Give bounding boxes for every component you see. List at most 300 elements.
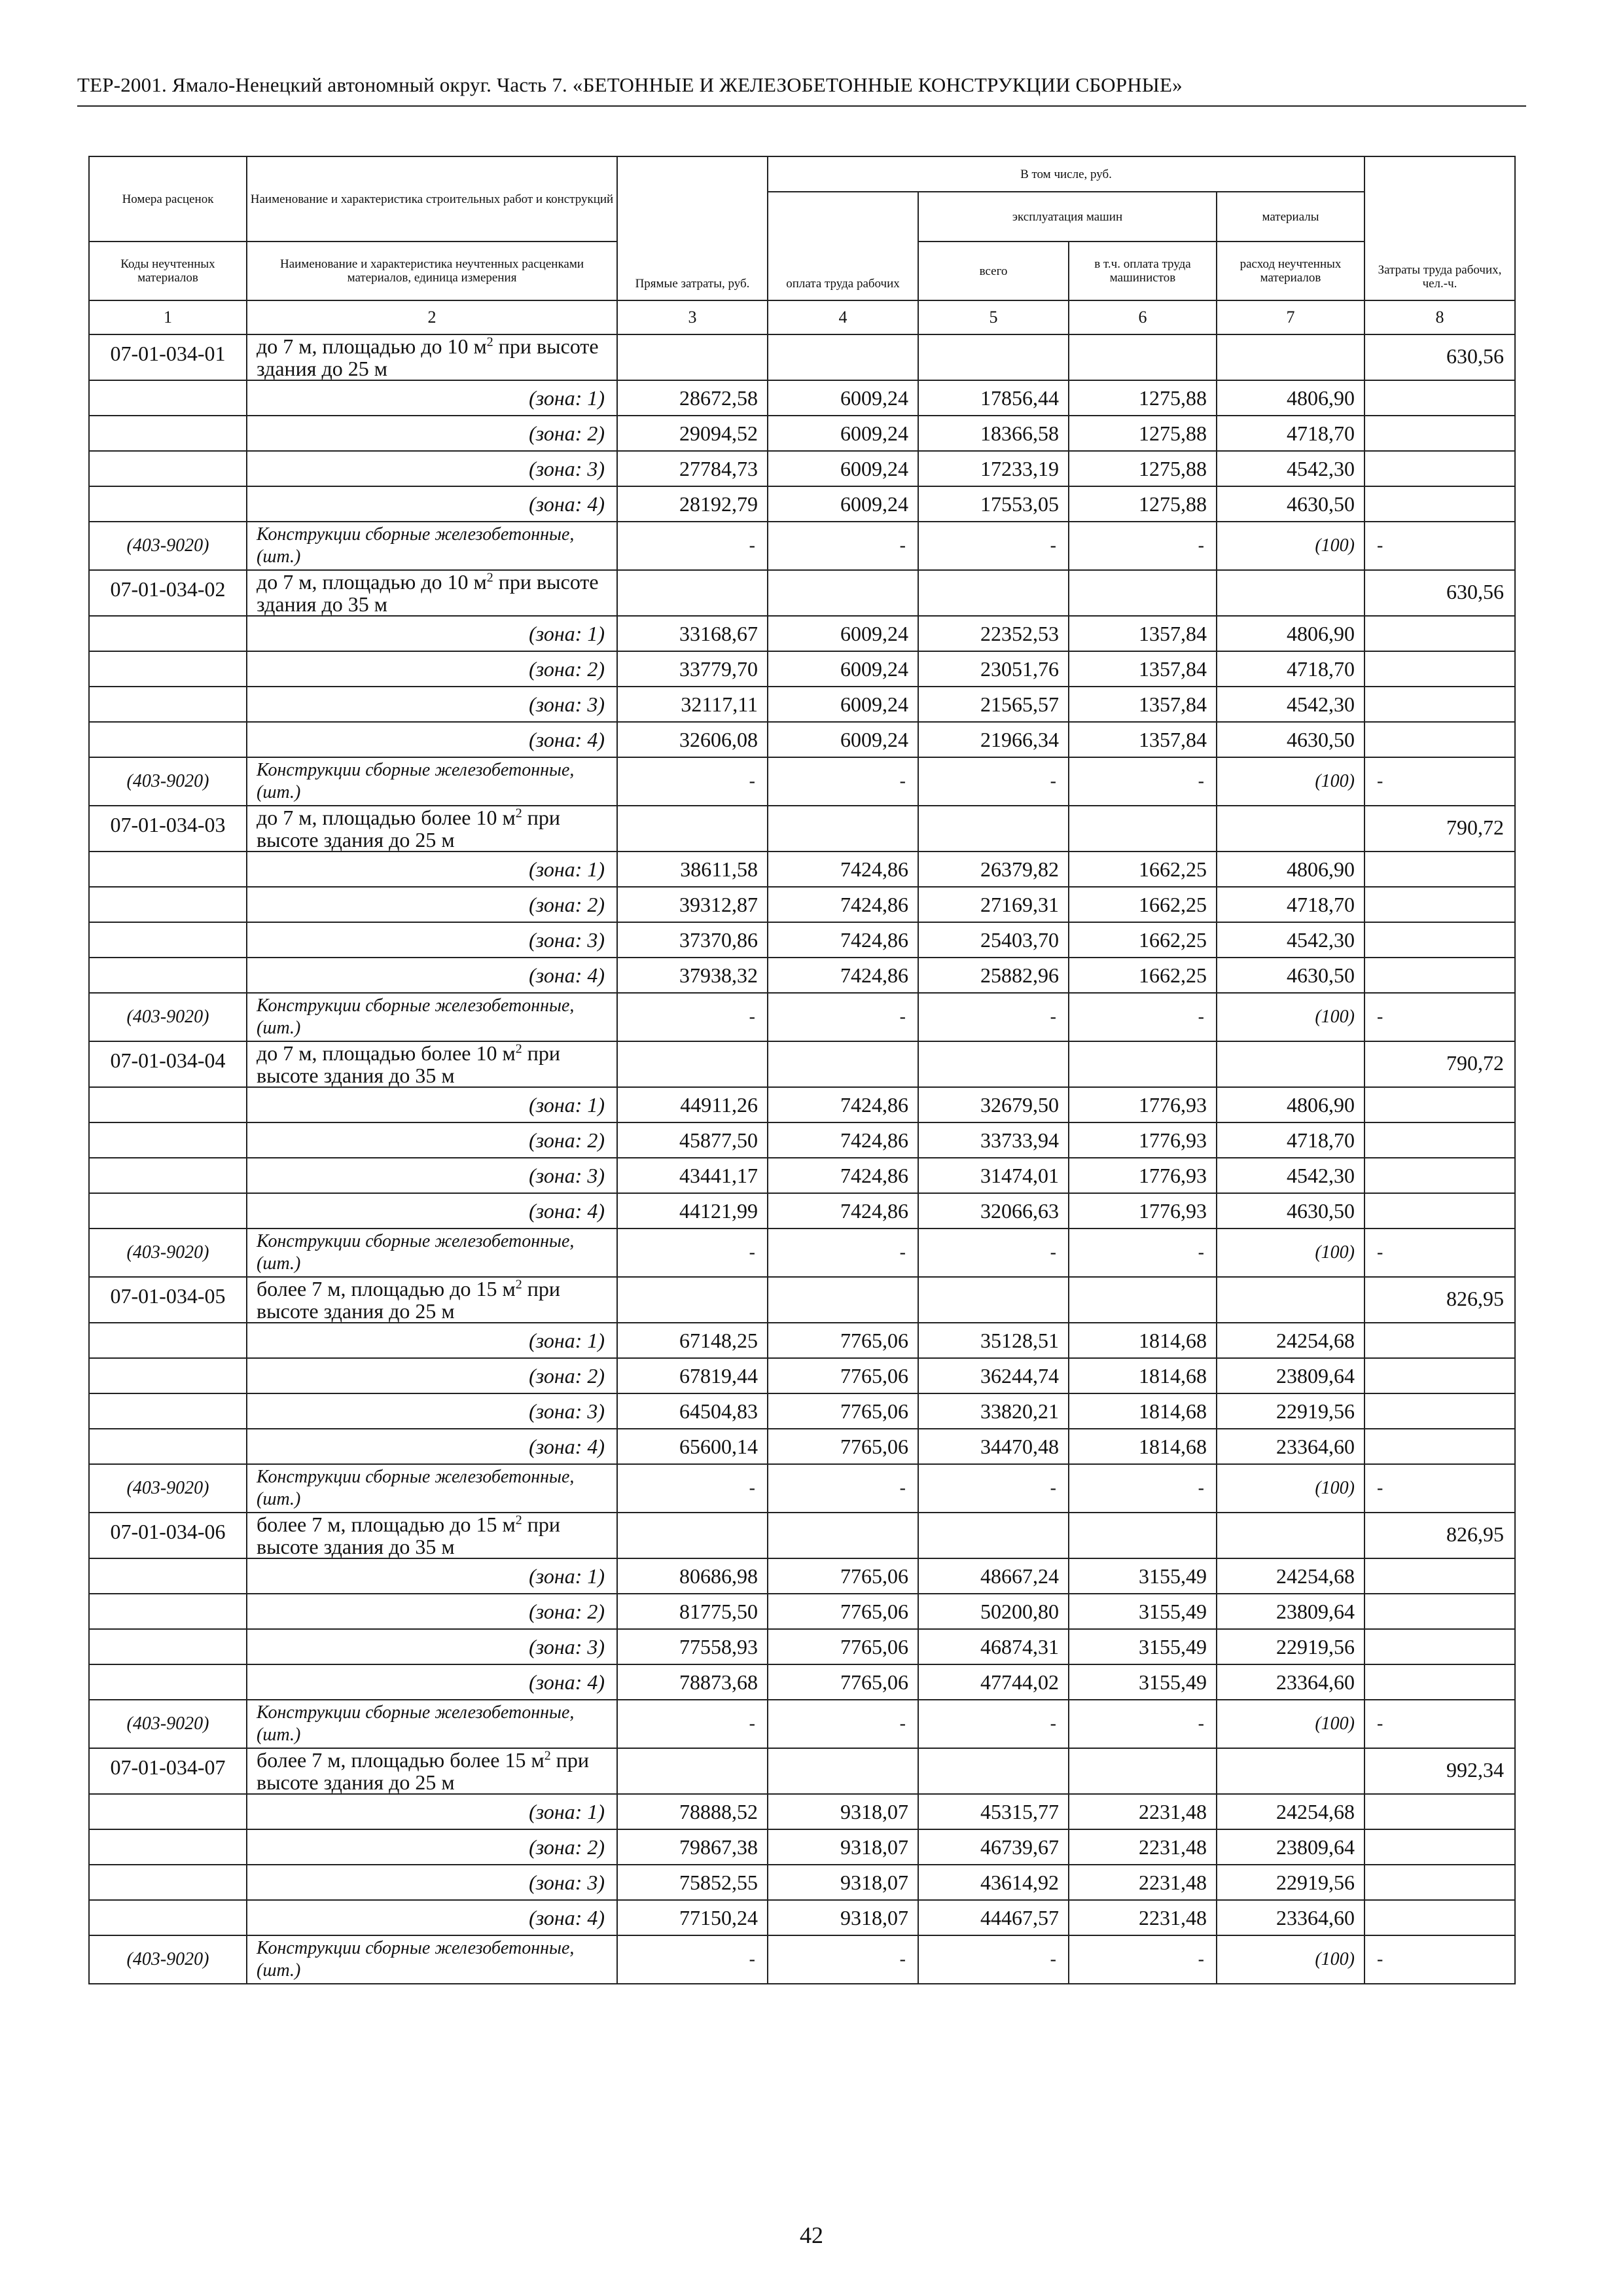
dash-value: - [617,1700,768,1748]
zone-row [89,1594,1515,1629]
empty-cell [89,852,247,887]
direct-costs: 64504,83 [617,1393,768,1429]
labor-cost: 790,72 [1364,806,1515,852]
rate-code: 07-01-034-04 [89,1041,247,1087]
zone-label: (зона: 2) [247,651,617,687]
column-number: 4 [768,300,918,334]
machine-costs: 17856,44 [918,380,1069,416]
worker-wages: 6009,24 [768,722,918,757]
zone-row [89,380,1515,416]
material-name: Конструкции сборные железобетонные, (шт.) [247,522,617,570]
empty-cell [1364,416,1515,451]
zone-label: (зона: 4) [247,958,617,993]
material-code: (403-9020) [89,757,247,806]
dash-value: - [1069,757,1217,806]
empty-cell [89,1794,247,1829]
empty-cell [1364,1393,1515,1429]
labor-cost: 992,34 [1364,1748,1515,1794]
machine-costs: 23051,76 [918,651,1069,687]
empty-cell [1364,1900,1515,1935]
direct-costs: 39312,87 [617,887,768,922]
empty-cell [1364,1358,1515,1393]
empty-cell [89,486,247,522]
rate-row [89,334,1515,380]
empty-cell [768,334,918,380]
zone-label: (зона: 1) [247,852,617,887]
material-costs: 4542,30 [1217,451,1364,486]
direct-costs: 29094,52 [617,416,768,451]
dash-value: - [617,1935,768,1984]
empty-cell [89,416,247,451]
machinist-wages: 3155,49 [1069,1558,1217,1594]
dash-value: - [918,757,1069,806]
empty-cell [1364,616,1515,651]
material-costs: 4806,90 [1217,616,1364,651]
rate-row [89,570,1515,616]
machine-costs: 25403,70 [918,922,1069,958]
worker-wages: 7424,86 [768,1158,918,1193]
empty-cell [1217,1748,1364,1794]
empty-cell [1364,887,1515,922]
rate-title-text: при высоте здания до 25 м [257,334,599,380]
empty-cell [89,380,247,416]
material-percent: (100) [1217,1935,1364,1984]
material-costs: 4542,30 [1217,687,1364,722]
empty-cell [1069,806,1217,852]
empty-cell [617,1748,768,1794]
worker-wages: 6009,24 [768,486,918,522]
zone-row [89,1122,1515,1158]
machinist-wages: 2231,48 [1069,1794,1217,1829]
material-percent: (100) [1217,522,1364,570]
rate-title-text: более 7 м, площадью до 15 м [257,1513,516,1536]
rate-title [247,1041,617,1087]
zone-row [89,852,1515,887]
direct-costs: 37370,86 [617,922,768,958]
empty-cell [617,1277,768,1323]
empty-cell [1217,806,1364,852]
material-name: Конструкции сборные железобетонные, (шт.) [247,1935,617,1984]
zone-label: (зона: 1) [247,1558,617,1594]
rate-title [247,1513,617,1558]
zone-label: (зона: 3) [247,922,617,958]
zone-row [89,1558,1515,1594]
rate-row [89,1513,1515,1558]
column-number: 3 [617,300,768,334]
rate-row [89,806,1515,852]
dash-value: - [1364,993,1515,1041]
material-code: (403-9020) [89,522,247,570]
worker-wages: 7765,06 [768,1429,918,1464]
empty-cell [89,1865,247,1900]
rate-code: 07-01-034-05 [89,1277,247,1323]
empty-cell [768,1041,918,1087]
rate-code: 07-01-034-07 [89,1748,247,1794]
dash-value: - [768,757,918,806]
material-percent: (100) [1217,1229,1364,1277]
machine-costs: 43614,92 [918,1865,1069,1900]
dash-value: - [1364,1464,1515,1513]
material-code: (403-9020) [89,1700,247,1748]
empty-cell [1069,1748,1217,1794]
worker-wages: 7424,86 [768,1122,918,1158]
machine-costs: 33820,21 [918,1393,1069,1429]
header-name-bottom: Наименование и характеристика неучтенных расценками материалов, единица измерения [247,242,617,300]
empty-cell [1364,380,1515,416]
page-number: 42 [800,2222,823,2248]
empty-cell [617,806,768,852]
machinist-wages: 1662,25 [1069,887,1217,922]
empty-cell [1069,1513,1217,1558]
dash-value: - [768,993,918,1041]
empty-cell [918,570,1069,616]
header-codes-bottom: Коды неучтенных материалов [89,242,247,300]
zone-label: (зона: 4) [247,1429,617,1464]
material-code: (403-9020) [89,1229,247,1277]
material-costs: 23809,64 [1217,1358,1364,1393]
empty-cell [617,1041,768,1087]
material-costs: 4718,70 [1217,651,1364,687]
direct-costs: 78873,68 [617,1664,768,1700]
worker-wages: 7765,06 [768,1664,918,1700]
material-costs: 23809,64 [1217,1829,1364,1865]
superscript: 2 [515,806,522,821]
direct-costs: 27784,73 [617,451,768,486]
direct-costs: 32117,11 [617,687,768,722]
direct-costs: 80686,98 [617,1558,768,1594]
machinist-wages: 3155,49 [1069,1664,1217,1700]
zone-label: (зона: 2) [247,1829,617,1865]
empty-cell [1364,852,1515,887]
zone-row [89,1393,1515,1429]
material-costs: 4806,90 [1217,1087,1364,1122]
worker-wages: 6009,24 [768,616,918,651]
empty-cell [1364,922,1515,958]
empty-cell [89,1158,247,1193]
rate-code: 07-01-034-02 [89,570,247,616]
rate-title-text: при высоте здания до 35 м [257,1513,560,1558]
machinist-wages: 1776,93 [1069,1158,1217,1193]
material-name: Конструкции сборные железобетонные, (шт.) [247,1464,617,1513]
machinist-wages: 3155,49 [1069,1594,1217,1629]
material-costs: 22919,56 [1217,1865,1364,1900]
worker-wages: 9318,07 [768,1865,918,1900]
material-code: (403-9020) [89,1935,247,1984]
empty-cell [89,1664,247,1700]
zone-label: (зона: 2) [247,1122,617,1158]
material-code: (403-9020) [89,1464,247,1513]
material-costs: 4630,50 [1217,722,1364,757]
page-header: ТЕР-2001. Ямало-Ненецкий автономный округ. Часть 7. «БЕТОННЫЕ И ЖЕЛЕЗОБЕТОННЫЕ КОНСТРУКЦИИ СБОРНЫЕ» [77,73,1183,96]
zone-label: (зона: 4) [247,1193,617,1229]
empty-cell [89,1323,247,1358]
zone-row [89,958,1515,993]
material-costs: 4542,30 [1217,922,1364,958]
machinist-wages: 1275,88 [1069,380,1217,416]
empty-cell [1364,1429,1515,1464]
zone-row [89,416,1515,451]
empty-cell [1217,570,1364,616]
dash-value: - [617,757,768,806]
material-costs: 23809,64 [1217,1594,1364,1629]
zone-row [89,687,1515,722]
machinist-wages: 1662,25 [1069,922,1217,958]
zone-row [89,887,1515,922]
worker-wages: 6009,24 [768,687,918,722]
direct-costs: 32606,08 [617,722,768,757]
zone-row [89,722,1515,757]
dash-value: - [1364,1229,1515,1277]
material-costs: 4630,50 [1217,1193,1364,1229]
machinist-wages: 1662,25 [1069,852,1217,887]
rate-title [247,806,617,852]
machine-costs: 48667,24 [918,1558,1069,1594]
material-row [89,522,1515,570]
empty-cell [1364,1829,1515,1865]
column-number: 6 [1069,300,1217,334]
header-name-top: Наименование и характеристика строительных работ и конструкций [247,156,617,242]
machinist-wages: 1357,84 [1069,722,1217,757]
header-materials: материалы [1217,192,1364,242]
machine-costs: 36244,74 [918,1358,1069,1393]
dash-value: - [918,993,1069,1041]
rate-title [247,1748,617,1794]
labor-cost: 826,95 [1364,1277,1515,1323]
labor-cost: 630,56 [1364,570,1515,616]
material-costs: 4630,50 [1217,486,1364,522]
material-costs: 24254,68 [1217,1558,1364,1594]
machine-costs: 32679,50 [918,1087,1069,1122]
rate-title-text: до 7 м, площадью более 10 м [257,806,516,829]
rate-code: 07-01-034-01 [89,334,247,380]
rate-title [247,1277,617,1323]
empty-cell [1364,1087,1515,1122]
superscript: 2 [515,1513,522,1528]
worker-wages: 9318,07 [768,1829,918,1865]
worker-wages: 6009,24 [768,416,918,451]
dash-value: - [617,1229,768,1277]
dash-value: - [918,1229,1069,1277]
dash-value: - [1069,1464,1217,1513]
dash-value: - [918,1700,1069,1748]
dash-value: - [1069,522,1217,570]
machinist-wages: 1357,84 [1069,616,1217,651]
machinist-wages: 2231,48 [1069,1829,1217,1865]
empty-cell [1217,1513,1364,1558]
empty-cell [768,1748,918,1794]
worker-wages: 9318,07 [768,1794,918,1829]
empty-cell [89,1558,247,1594]
material-costs: 24254,68 [1217,1323,1364,1358]
rate-title-text: при высоте здания до 35 м [257,1041,560,1087]
empty-cell [1364,1323,1515,1358]
empty-cell [1069,1041,1217,1087]
column-number: 7 [1217,300,1364,334]
empty-cell [918,334,1069,380]
machinist-wages: 1776,93 [1069,1122,1217,1158]
machine-costs: 17553,05 [918,486,1069,522]
rate-title-text: при высоте здания до 25 м [257,1277,560,1323]
machine-costs: 45315,77 [918,1794,1069,1829]
machinist-wages: 1357,84 [1069,651,1217,687]
table-body [89,334,1515,1984]
zone-label: (зона: 2) [247,416,617,451]
rate-title [247,570,617,616]
empty-cell [1217,1041,1364,1087]
direct-costs: 81775,50 [617,1594,768,1629]
direct-costs: 75852,55 [617,1865,768,1900]
direct-costs: 44121,99 [617,1193,768,1229]
machinist-wages: 1662,25 [1069,958,1217,993]
machinist-wages: 1776,93 [1069,1087,1217,1122]
direct-costs: 37938,32 [617,958,768,993]
dash-value: - [918,1464,1069,1513]
empty-cell [768,806,918,852]
direct-costs: 67819,44 [617,1358,768,1393]
dash-value: - [1069,1700,1217,1748]
zone-row [89,486,1515,522]
column-number: 1 [89,300,247,334]
machine-costs: 26379,82 [918,852,1069,887]
empty-cell [1364,687,1515,722]
rate-title-text: более 7 м, площадью до 15 м [257,1277,516,1300]
worker-wages: 7765,06 [768,1358,918,1393]
material-costs: 4630,50 [1217,958,1364,993]
rate-title-text: до 7 м, площадью до 10 м [257,334,487,358]
worker-wages: 7424,86 [768,1193,918,1229]
header-rule [77,105,1526,107]
machine-costs: 33733,94 [918,1122,1069,1158]
worker-wages: 7765,06 [768,1558,918,1594]
empty-cell [1364,486,1515,522]
empty-cell [89,1087,247,1122]
empty-cell [1364,1594,1515,1629]
rate-title-text: при высоте здания до 25 м [257,806,560,852]
dash-value: - [1069,1935,1217,1984]
direct-costs: 44911,26 [617,1087,768,1122]
rate-row [89,1277,1515,1323]
machine-costs: 22352,53 [918,616,1069,651]
zone-row [89,1900,1515,1935]
material-percent: (100) [1217,1700,1364,1748]
superscript: 2 [515,1277,522,1292]
zone-row [89,451,1515,486]
empty-cell [918,1041,1069,1087]
dash-value: - [768,1935,918,1984]
material-percent: (100) [1217,1464,1364,1513]
material-row [89,757,1515,806]
rate-title-text: до 7 м, площадью более 10 м [257,1041,516,1065]
empty-cell [89,922,247,958]
empty-cell [89,1829,247,1865]
empty-cell [1364,722,1515,757]
machine-costs: 44467,57 [918,1900,1069,1935]
machinist-wages: 1275,88 [1069,451,1217,486]
empty-cell [1364,1122,1515,1158]
empty-cell [89,1358,247,1393]
zone-row [89,1829,1515,1865]
machinist-wages: 3155,49 [1069,1629,1217,1664]
empty-cell [918,1513,1069,1558]
machine-costs: 35128,51 [918,1323,1069,1358]
dash-value: - [1069,993,1217,1041]
header-machines-wages: в т.ч. оплата труда машинистов [1069,242,1217,300]
empty-cell [1217,334,1364,380]
empty-cell [1069,1277,1217,1323]
direct-costs: 77150,24 [617,1900,768,1935]
header-labor: Затраты труда рабочих, чел.-ч. [1364,156,1515,300]
machine-costs: 32066,63 [918,1193,1069,1229]
dash-value: - [918,1935,1069,1984]
machine-costs: 21565,57 [918,687,1069,722]
zone-label: (зона: 1) [247,1794,617,1829]
header-codes-top: Номера расценок [89,156,247,242]
empty-cell [89,1629,247,1664]
machinist-wages: 1814,68 [1069,1393,1217,1429]
zone-label: (зона: 1) [247,616,617,651]
empty-cell [1364,1629,1515,1664]
empty-cell [89,958,247,993]
empty-cell [1217,1277,1364,1323]
material-costs: 4718,70 [1217,887,1364,922]
zone-row [89,922,1515,958]
empty-cell [89,1122,247,1158]
zone-row [89,1358,1515,1393]
empty-cell [1364,958,1515,993]
column-number: 8 [1364,300,1515,334]
zone-row [89,1193,1515,1229]
material-row [89,1935,1515,1984]
worker-wages: 9318,07 [768,1900,918,1935]
zone-label: (зона: 4) [247,722,617,757]
empty-cell [768,1513,918,1558]
material-costs: 4542,30 [1217,1158,1364,1193]
rate-row [89,1748,1515,1794]
material-costs: 22919,56 [1217,1393,1364,1429]
empty-cell [1364,1558,1515,1594]
material-row [89,1464,1515,1513]
zone-label: (зона: 1) [247,1323,617,1358]
dash-value: - [1364,522,1515,570]
zone-label: (зона: 3) [247,451,617,486]
machinist-wages: 1357,84 [1069,687,1217,722]
empty-cell [918,806,1069,852]
machine-costs: 47744,02 [918,1664,1069,1700]
zone-label: (зона: 4) [247,486,617,522]
worker-wages: 7765,06 [768,1323,918,1358]
empty-cell [617,570,768,616]
zone-label: (зона: 3) [247,687,617,722]
material-costs: 23364,60 [1217,1900,1364,1935]
superscript: 2 [544,1748,551,1763]
machine-costs: 46739,67 [918,1829,1069,1865]
direct-costs: 33168,67 [617,616,768,651]
material-costs: 23364,60 [1217,1664,1364,1700]
machinist-wages: 2231,48 [1069,1865,1217,1900]
empty-cell [1069,334,1217,380]
worker-wages: 7424,86 [768,958,918,993]
material-percent: (100) [1217,757,1364,806]
material-costs: 22919,56 [1217,1629,1364,1664]
worker-wages: 7765,06 [768,1629,918,1664]
rate-title-text: при высоте здания до 25 м [257,1748,589,1794]
material-row [89,993,1515,1041]
dash-value: - [918,522,1069,570]
empty-cell [1364,1158,1515,1193]
header-direct-costs: Прямые затраты, руб. [617,156,768,300]
material-percent: (100) [1217,993,1364,1041]
machinist-wages: 1814,68 [1069,1429,1217,1464]
